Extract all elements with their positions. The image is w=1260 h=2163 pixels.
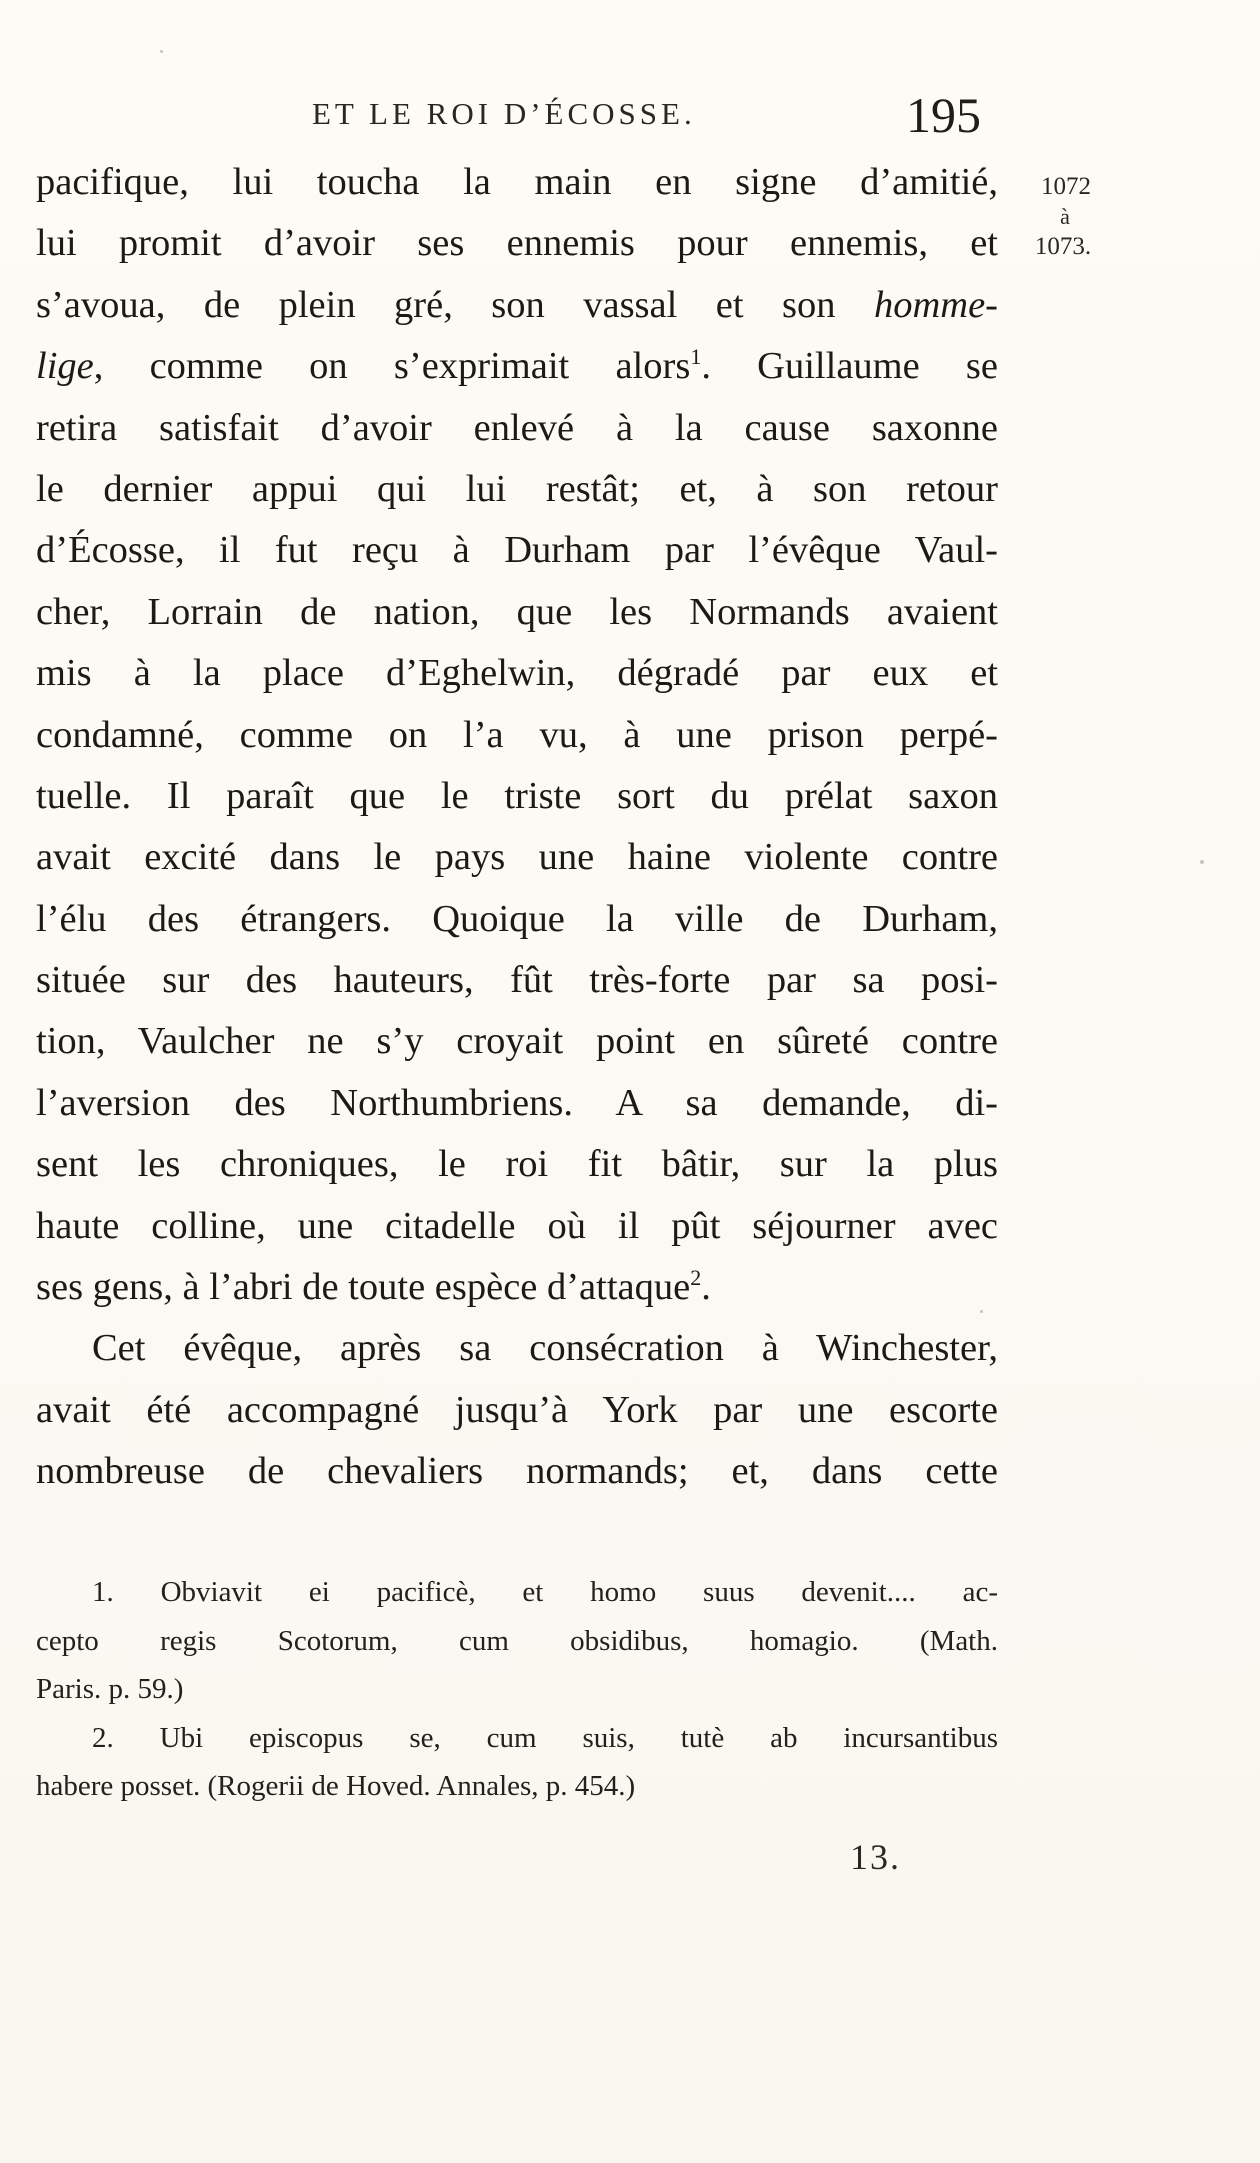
footnote-2-line xyxy=(36,1714,998,1763)
text-line xyxy=(36,275,998,336)
footnote-number: 1. xyxy=(92,1576,114,1608)
text-line: l’aversion des Northumbriens. A sa demande, di- xyxy=(36,1081,998,1124)
margin-date-connector: à xyxy=(1060,204,1070,229)
text-run: s’avoua, de plein gré, son vassal et son xyxy=(36,283,874,326)
text-line: avait excité dans le pays une haine violente contre xyxy=(36,836,998,879)
footnote-text: Obviavit ei pacificè, et homo suus devenit.... ac- xyxy=(160,1576,998,1608)
text-line: retira satisfait d’avoir enlevé à la cause saxonne xyxy=(36,406,998,449)
running-head xyxy=(40,86,1040,146)
margin-date-to: 1073. xyxy=(1034,233,1092,260)
text-line xyxy=(36,336,998,397)
footnote-ref: 2 xyxy=(690,1265,702,1291)
italic-term: lige xyxy=(36,345,94,388)
text-line: sent les chroniques, le roi fit bâtir, sur la plus xyxy=(36,1143,998,1186)
italic-term: homme- xyxy=(873,283,998,326)
signature-mark: 13. xyxy=(850,1837,901,1877)
paper-speck xyxy=(980,1310,983,1313)
text-line: située sur des hauteurs, fût très-forte par sa posi- xyxy=(36,959,998,1002)
page-number: 195 xyxy=(906,87,981,143)
text-line: haute colline, une citadelle où il pût séjourner avec xyxy=(36,1204,998,1247)
running-title: ET LE ROI D’ÉCOSSE. xyxy=(312,96,696,131)
footnote-2-line: habere posset. (Rogerii de Hoved. Annales, p. 454.) xyxy=(36,1770,636,1802)
text-line: mis à la place d’Eghelwin, dégradé par eux et xyxy=(36,652,998,695)
text-line: pacifique, lui toucha la main en signe d’amitié, xyxy=(36,161,998,203)
text-line: le dernier appui qui lui restât; et, à son retour xyxy=(36,467,998,510)
text-line: condamné, comme on l’a vu, à une prison perpé- xyxy=(36,713,998,756)
text-line: l’élu des étrangers. Quoique la ville de Durham, xyxy=(36,897,998,940)
footnote-text: Ubi episcopus se, cum suis, tutè ab incursantibus xyxy=(159,1721,999,1754)
text-line: cher, Lorrain de nation, que les Normands avaient xyxy=(36,590,998,633)
text-line: nombreuse de chevaliers normands; et, dans cette xyxy=(36,1450,998,1493)
text-run: ses gens, à l’abri de toute espèce d’attaque xyxy=(36,1266,691,1309)
footnote-1-line: Paris. p. 59.) xyxy=(36,1673,184,1705)
footnote-1-line: cepto regis Scotorum, cum obsidibus, homagio. (Math. xyxy=(36,1624,998,1657)
footnotes xyxy=(36,1568,998,1811)
text-line: Cet évêque, après sa consécration à Winchester, xyxy=(92,1327,998,1370)
text-line: avait été accompagné jusqu’à York par une escorte xyxy=(36,1388,998,1431)
paper-speck xyxy=(160,50,163,53)
text-line: tion, Vaulcher ne s’y croyait point en sûreté contre xyxy=(36,1020,998,1063)
paper-speck xyxy=(1200,860,1204,864)
body-text xyxy=(36,152,998,1503)
text-line: d’Écosse, il fut reçu à Durham par l’évêque Vaul- xyxy=(36,529,998,572)
text-run: . Guillaume se xyxy=(701,345,998,388)
text-line xyxy=(36,1257,998,1318)
margin-date xyxy=(1006,172,1116,262)
text-line: tuelle. Il paraît que le triste sort du prélat saxon xyxy=(36,774,998,817)
footnote-number: 2. xyxy=(92,1721,114,1754)
margin-date-from: 1072 xyxy=(1041,173,1091,200)
text-line: lui promit d’avoir ses ennemis pour ennemis, et xyxy=(36,222,998,265)
footnote-ref: 1 xyxy=(690,344,702,370)
text-run: . xyxy=(701,1266,711,1309)
text-run: , comme on s’exprimait alors xyxy=(93,345,691,388)
footnote-1-line xyxy=(36,1568,998,1617)
